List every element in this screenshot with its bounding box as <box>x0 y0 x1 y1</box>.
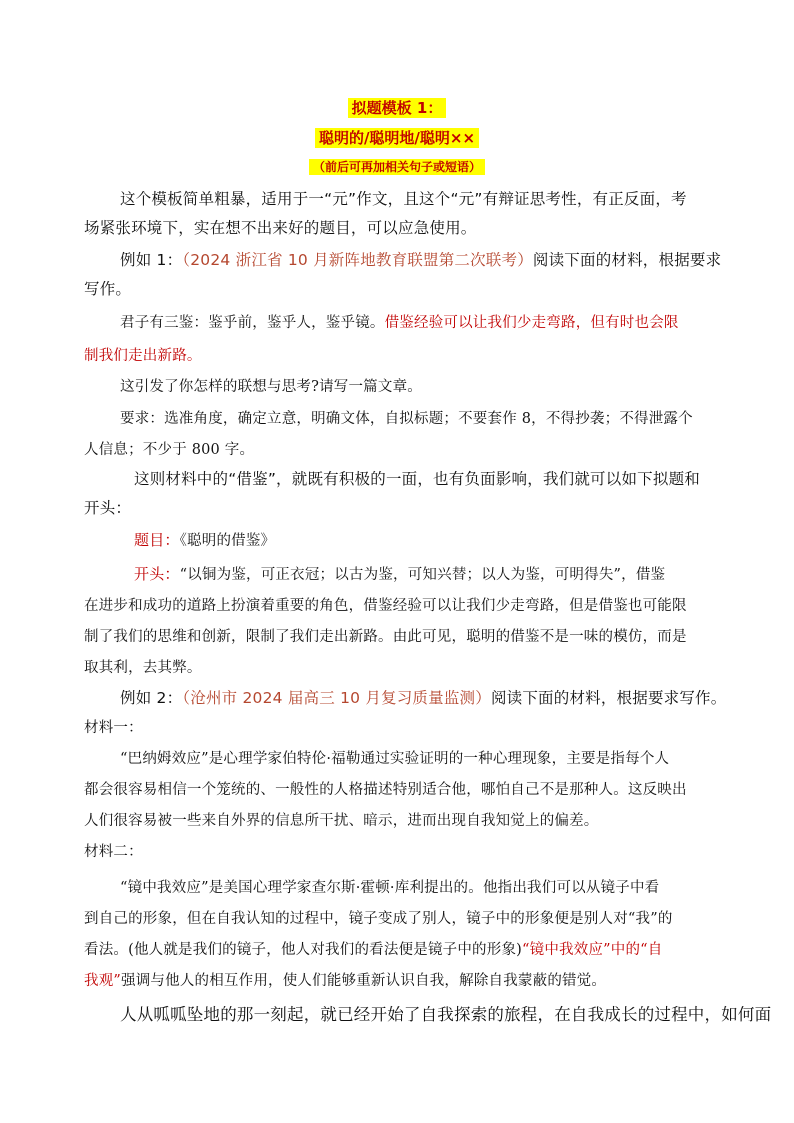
essay-prompt-line: 人从呱呱坠地的那一刻起，就已经开始了自我探索的旅程，在自我成长的过程中，如何面 <box>120 1005 772 1024</box>
material1-line-1: “巴纳姆效应”是心理学家伯特伦·福勒通过实验证明的一种心理现象，主要是指每个人 <box>120 751 670 767</box>
opening-line-4: 取其利，去其弊。 <box>84 660 202 676</box>
mirror-effect-highlight: “镜中我效应”中的“自 <box>522 942 663 958</box>
example1-question: 这引发了你怎样的联想与思考?请写一篇文章。 <box>120 379 422 395</box>
example2-heading <box>120 686 726 708</box>
sample-title-value: 《聪明的借鉴》 <box>179 533 276 549</box>
example1-requirement-1: 要求：选准角度，确定立意，明确文体，自拟标题；不要套作 8，不得抄袭；不得泄露个 <box>120 411 693 427</box>
opening-line-1: 开头：“以铜为鉴，可正衣冠；以古为鉴，可知兴替；以人为鉴，可明得失”，借鉴 <box>134 565 666 583</box>
example1-requirement-2: 人信息；不少于 800 字。 <box>84 442 255 458</box>
material-highlight: 借鉴经验可以让我们少走弯路，但有时也会限 <box>384 315 679 331</box>
analysis-line-1: 这则材料中的“借鉴”，就既有积极的一面，也有负面影响，我们就可以如下拟题和 <box>134 470 700 488</box>
material2-line-1: “镜中我效应”是美国心理学家查尔斯·霍顿·库利提出的。他指出我们可以从镜子中看 <box>120 880 660 896</box>
intro-line-1: 这个模板简单粗暴，适用于一“元”作文，且这个“元”有辩证思考性，有正反面，考 <box>120 190 687 208</box>
material2-label: 材料二： <box>84 844 143 860</box>
self-view-highlight: 我观” <box>84 973 122 989</box>
example2-prefix: 例如 2： <box>120 689 183 707</box>
example1-material-1: 君子有三鉴：鉴乎前，鉴乎人，鉴乎镜。借鉴经验可以让我们少走弯路，但有时也会限 <box>120 315 679 331</box>
example1-prefix: 例如 1： <box>120 251 183 269</box>
example1-material-2: 制我们走出新路。 <box>84 348 202 364</box>
template-note: （前后可再加相关句子或短语） <box>0 158 794 175</box>
template-title: 拟题模板 1： <box>0 97 794 118</box>
example1-source: （2024 浙江省 10 月新阵地教育联盟第二次联考） <box>182 251 533 269</box>
template-pattern: 聪明的/聪明地/聪明×× <box>0 127 794 148</box>
example1-suffix: 阅读下面的材料，根据要求 <box>532 251 722 269</box>
material1-label: 材料一： <box>84 720 143 736</box>
opening-line-3: 制了我们的思维和创新，限制了我们走出新路。由此可见，聪明的借鉴不是一味的模仿，而是 <box>84 629 687 645</box>
material2-line-4: 我观”强调与他人的相互作用，使人们能够重新认识自我，解除自我蒙蔽的错觉。 <box>84 973 607 989</box>
analysis-line-2: 开头： <box>84 499 132 517</box>
opening-label: 开头： <box>134 565 180 583</box>
material1-line-3: 人们很容易被一些来自外界的信息所干扰、暗示，进而出现自我知觉上的偏差。 <box>84 813 599 829</box>
material2-line-3: 看法。(他人就是我们的镜子，他人对我们的看法便是镜子中的形象)“镜中我效应”中的“自 <box>84 942 663 958</box>
material2-line-2: 到自己的形象，但在自我认知的过程中，镜子变成了别人，镜子中的形象便是别人对“我”的 <box>84 911 673 927</box>
material1-line-2: 都会很容易相信一个笼统的、一般性的人格描述特别适合他，哪怕自己不是那种人。这反映出 <box>84 782 687 798</box>
example2-suffix: 阅读下面的材料，根据要求写作。 <box>490 689 727 707</box>
sample-title-label: 题目： <box>134 531 180 549</box>
intro-line-2: 场紧张环境下，实在想不出来好的题目，可以应急使用。 <box>84 219 477 237</box>
example2-source: （沧州市 2024 届高三 10 月复习质量监测） <box>182 689 491 707</box>
opening-line-2: 在进步和成功的道路上扮演着重要的角色，借鉴经验可以让我们少走弯路，但是借鉴也可能限 <box>84 598 687 614</box>
example1-heading-cont: 写作。 <box>84 280 132 298</box>
example1-heading <box>120 248 721 270</box>
sample-title <box>134 529 275 550</box>
